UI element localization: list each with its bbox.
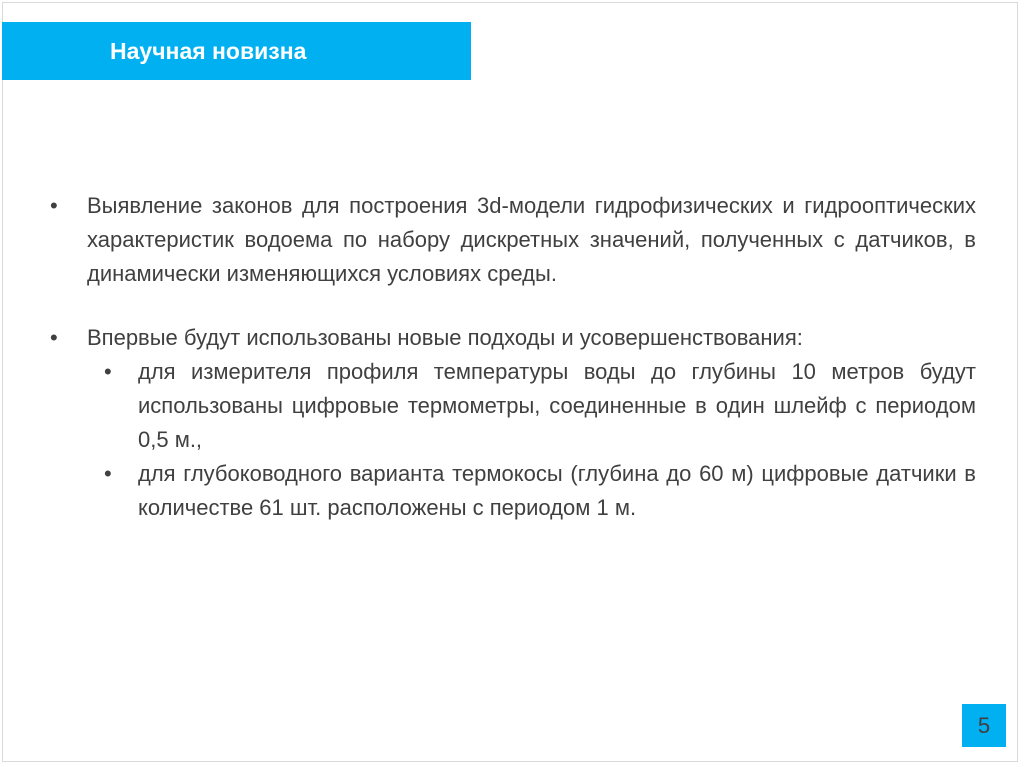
sub-bullet-item-thermometers: [87, 355, 976, 457]
sub-bullet-text: для измерителя профиля температуры воды до глубины 10 метров будут использованы цифровые термометры, соединенные в один шлейф с периодом 0,5 м.,: [138, 359, 976, 452]
bullet-item-approaches: [50, 321, 976, 525]
bullet-icon: •: [50, 193, 58, 218]
bullet-icon: •: [50, 325, 58, 350]
bullet-text: Выявление законов для построения 3d-модели гидрофизических и гидрооптических характеристик водоема по набору дискретных значений, полученных с датчиков, в динамически изменяющихся условиях среды.: [87, 193, 976, 286]
sub-bullet-icon: •: [104, 461, 112, 486]
title-bar: [2, 22, 471, 80]
sub-bullet-icon: •: [104, 359, 112, 384]
slide-content: [50, 189, 976, 525]
slide-title: Научная новизна: [110, 38, 307, 64]
sub-bullet-list: [87, 355, 976, 525]
page-number: 5: [962, 704, 1006, 747]
sub-bullet-item-sensors: [87, 457, 976, 525]
bullet-text: Впервые будут использованы новые подходы и усовершенствования:: [87, 325, 803, 350]
bullet-item-laws: [50, 189, 976, 291]
sub-bullet-text: для глубоководного варианта термокосы (глубина до 60 м) цифровые датчики в количестве 61 шт. расположены с периодом 1 м.: [138, 461, 976, 520]
